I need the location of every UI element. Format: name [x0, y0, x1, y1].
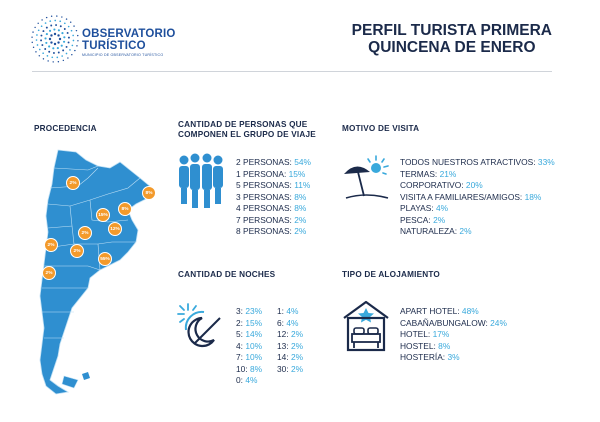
noches-title: CANTIDAD DE NOCHES [178, 270, 276, 279]
item-label: 7: [236, 352, 243, 362]
logo-dot [31, 36, 32, 37]
logo-dot [58, 29, 60, 31]
item-label: TODOS NUESTROS ATRACTIVOS: [400, 157, 536, 167]
logo-dot [56, 15, 57, 16]
logo-dot [68, 42, 70, 44]
list-item [400, 318, 507, 330]
logo-dot [35, 51, 36, 52]
logo-dot [53, 28, 55, 30]
logo-dot [63, 36, 65, 38]
logo-dot [41, 25, 43, 27]
logo-dot [64, 22, 66, 24]
logo-dot [41, 19, 42, 20]
logo-dot [43, 58, 44, 59]
logo-dot [73, 25, 74, 26]
item-label: 6: [277, 317, 284, 328]
logo-dot [41, 44, 43, 46]
item-value: 4% [436, 203, 449, 213]
item-value: 23% [245, 306, 263, 316]
logo-dot [72, 35, 74, 37]
logo-dot [61, 55, 63, 57]
item-label: 2: [236, 317, 243, 328]
list-item [236, 375, 262, 387]
logo-dot [66, 53, 68, 55]
logo-dot [77, 40, 78, 41]
item-label: PESCA: [400, 214, 431, 225]
item-label: TERMAS: [400, 168, 438, 179]
logo-dot [39, 49, 41, 51]
logo-dot [72, 45, 74, 47]
logo-dot [46, 17, 47, 18]
map-badge: 12% [108, 222, 122, 236]
map-badge: 2% [42, 266, 56, 280]
map-badge: 2% [70, 244, 84, 258]
item-value: 24% [490, 317, 507, 328]
item-label: 30: [277, 363, 289, 374]
alojamiento-title: TIPO DE ALOJAMIENTO [342, 270, 440, 279]
item-value: 8% [294, 203, 307, 213]
noches-col1 [236, 306, 262, 387]
item-value: 48% [461, 306, 479, 316]
logo-dot [73, 40, 75, 42]
item-value: 15% [288, 168, 306, 179]
logo-dot [47, 55, 49, 57]
item-value: 2% [294, 214, 307, 225]
logo-dot [74, 50, 75, 51]
item-value: 2% [290, 352, 304, 362]
hotel-bed-icon [340, 298, 392, 354]
logo-dot [36, 39, 38, 41]
item-label: PLAYAS: [400, 203, 434, 213]
logo-dot [49, 30, 51, 32]
item-value: 11% [294, 180, 311, 190]
item-label: 10: [236, 363, 248, 374]
logo-dot [68, 37, 70, 39]
item-label: VISITA A FAMILIARES/AMIGOS: [400, 191, 523, 202]
logo-dot [34, 27, 35, 28]
item-label: CABAÑA/BUNGALOW: [400, 317, 488, 328]
logo-dot [53, 52, 55, 54]
logo-dot [58, 52, 60, 54]
logo-dot [52, 47, 54, 49]
list-item [277, 364, 303, 376]
item-label: 8 PERSONAS: [236, 226, 292, 236]
logo-dot [76, 30, 77, 31]
alojamiento-list [400, 306, 507, 364]
item-label: CORPORATIVO: [400, 180, 464, 190]
list-item [400, 306, 507, 318]
personas-title-line2: COMPONEN EL GRUPO DE VIAJE [178, 130, 316, 139]
item-value: 10% [245, 352, 263, 362]
logo-dot [55, 24, 57, 26]
item-label: 13: [277, 340, 289, 351]
beach-umbrella-icon [340, 152, 392, 204]
logo-dot [40, 35, 42, 37]
logo [30, 14, 230, 64]
logo-dot [32, 42, 33, 43]
logo-dot [37, 44, 39, 46]
list-item [400, 203, 555, 215]
item-label: NATURALEZA: [400, 226, 458, 236]
item-value: 21% [439, 168, 457, 179]
item-value: 17% [432, 329, 450, 339]
item-value: 2% [294, 226, 307, 236]
list-item [236, 203, 311, 215]
list-item [236, 192, 311, 204]
procedencia-title: PROCEDENCIA [34, 124, 97, 133]
list-item [236, 352, 262, 364]
item-label: 12: [277, 329, 289, 339]
logo-dot [54, 43, 56, 45]
list-item [236, 329, 262, 341]
logo-dot [33, 47, 34, 48]
list-item [236, 169, 311, 181]
item-value: 18% [524, 191, 542, 202]
logo-dot [71, 30, 73, 32]
item-value: 33% [537, 157, 555, 167]
logo-dot [68, 26, 70, 28]
item-label: HOSTERÍA: [400, 352, 446, 362]
item-label: HOSTEL: [400, 340, 436, 351]
personas-title [178, 120, 316, 140]
logo-dot [71, 54, 72, 55]
list-item [277, 318, 303, 330]
item-value: 2% [290, 329, 304, 339]
logo-dot [61, 32, 63, 34]
list-item [400, 329, 507, 341]
logo-dot [51, 56, 53, 58]
item-label: APART HOTEL: [400, 306, 460, 316]
map-badge: 2% [44, 238, 58, 252]
logo-dot [38, 29, 40, 31]
logo-dot [50, 41, 52, 43]
logo-dot [48, 45, 50, 47]
argentina-map [28, 148, 163, 398]
item-value: 4% [245, 375, 258, 385]
item-value: 15% [245, 317, 263, 328]
list-item [277, 329, 303, 341]
list-item [236, 341, 262, 353]
group-people-icon [176, 152, 226, 210]
map-badge: 2% [78, 226, 92, 240]
logo-dot [32, 31, 33, 32]
map-badge: 15% [96, 208, 110, 222]
list-item [400, 192, 555, 204]
map-badge: 8% [142, 186, 156, 200]
list-item [400, 226, 555, 238]
logo-dot [50, 34, 52, 36]
list-item [277, 306, 303, 318]
logo-dot [77, 35, 78, 36]
logo-dot [45, 22, 47, 24]
motivo-list [400, 157, 555, 238]
sun-moon-icon [174, 300, 226, 352]
logo-dot [45, 42, 47, 44]
logo-dot [51, 16, 52, 17]
logo-dot [67, 32, 69, 34]
item-value: 54% [294, 157, 311, 167]
logo-dot [57, 34, 59, 36]
logo-dot [58, 61, 59, 62]
logo-dot [60, 25, 62, 27]
list-item [277, 341, 303, 353]
item-value: 4% [286, 317, 299, 328]
motivo-title: MOTIVO DE VISITA [342, 124, 420, 133]
logo-dots-icon [30, 14, 80, 64]
logo-dot [52, 61, 53, 62]
item-label: 5 PERSONAS: [236, 180, 292, 190]
item-label: 14: [277, 352, 289, 362]
item-value: 8% [249, 363, 263, 374]
logo-dot [54, 33, 56, 35]
item-value: 3% [447, 352, 460, 362]
logo-dot [61, 16, 62, 17]
item-label: 5: [236, 329, 243, 339]
logo-dot [39, 55, 40, 56]
logo-dot [48, 51, 50, 53]
logo-dot [63, 60, 64, 61]
map-badge: 55% [98, 252, 112, 266]
header-divider [32, 71, 552, 72]
logo-dot [67, 57, 68, 58]
logo-dot [61, 45, 63, 47]
list-item [236, 180, 311, 192]
logo-dot [59, 20, 61, 22]
logo-dot [37, 23, 38, 24]
list-item [400, 157, 555, 169]
item-label: 1 PERSONA: [236, 168, 287, 179]
logo-dot [54, 20, 56, 22]
logo-dot [49, 20, 51, 22]
logo-dot [47, 60, 48, 61]
list-item [236, 226, 311, 238]
logo-dot [44, 48, 46, 50]
title-line1: PERFIL TURISTA PRIMERA [351, 22, 552, 39]
logo-dot [70, 21, 71, 22]
item-value: 4% [286, 306, 299, 316]
logo-line2: TURÍSTICO [82, 40, 146, 52]
item-value: 10% [245, 340, 263, 351]
logo-dot [44, 37, 46, 39]
logo-dot [64, 28, 66, 30]
list-item [400, 180, 555, 192]
map-badge: 8% [118, 202, 132, 216]
item-label: 3 PERSONAS: [236, 191, 292, 202]
list-item [236, 215, 311, 227]
logo-dot [69, 49, 71, 51]
personas-title-line1: CANTIDAD DE PERSONAS QUE [178, 120, 308, 129]
personas-list [236, 157, 311, 238]
item-value: 14% [245, 329, 263, 339]
item-value: 2% [290, 340, 304, 351]
item-value: 2% [459, 226, 472, 236]
logo-dot [76, 45, 77, 46]
page-title [352, 22, 552, 56]
logo-subtitle: MUNICIPIO DE OBSERVATORIO TURÍSTICO [82, 53, 164, 57]
logo-dot [62, 49, 64, 51]
logo-dot [50, 25, 52, 27]
item-label: 2 PERSONAS: [236, 157, 292, 167]
item-value: 8% [294, 191, 307, 202]
item-label: HOTEL: [400, 329, 431, 339]
list-item [400, 215, 555, 227]
logo-dot [36, 34, 38, 36]
logo-dot [66, 46, 68, 48]
item-label: 4: [236, 340, 243, 351]
title-line2: QUINCENA DE ENERO [368, 39, 536, 56]
noches-col2 [277, 306, 303, 375]
logo-dot [42, 52, 44, 54]
logo-dot [63, 41, 65, 43]
item-label: 7 PERSONAS: [236, 214, 292, 225]
list-item [236, 364, 262, 376]
logo-dot [66, 18, 67, 19]
logo-line1: OBSERVATORIO [82, 28, 176, 40]
item-label: 0: [236, 375, 243, 385]
logo-dot [46, 27, 48, 29]
list-item [400, 352, 507, 364]
item-value: 2% [433, 214, 446, 225]
item-label: 4 PERSONAS: [236, 203, 292, 213]
list-item [236, 318, 262, 330]
list-item [236, 157, 311, 169]
logo-dot [49, 38, 51, 40]
item-label: 3: [236, 306, 243, 316]
logo-dot [46, 33, 48, 35]
item-value: 8% [438, 340, 451, 351]
logo-dot [42, 30, 44, 32]
list-item [277, 352, 303, 364]
logo-dot [57, 47, 59, 49]
list-item [236, 306, 262, 318]
item-value: 2% [290, 363, 304, 374]
list-item [400, 341, 507, 353]
logo-dot [40, 39, 42, 41]
item-label: 1: [277, 306, 284, 316]
logo-dot [59, 38, 61, 40]
logo-dot [57, 41, 59, 43]
list-item [400, 169, 555, 181]
item-value: 20% [465, 180, 483, 190]
logo-dot [56, 57, 58, 59]
map-badge: 2% [66, 176, 80, 190]
